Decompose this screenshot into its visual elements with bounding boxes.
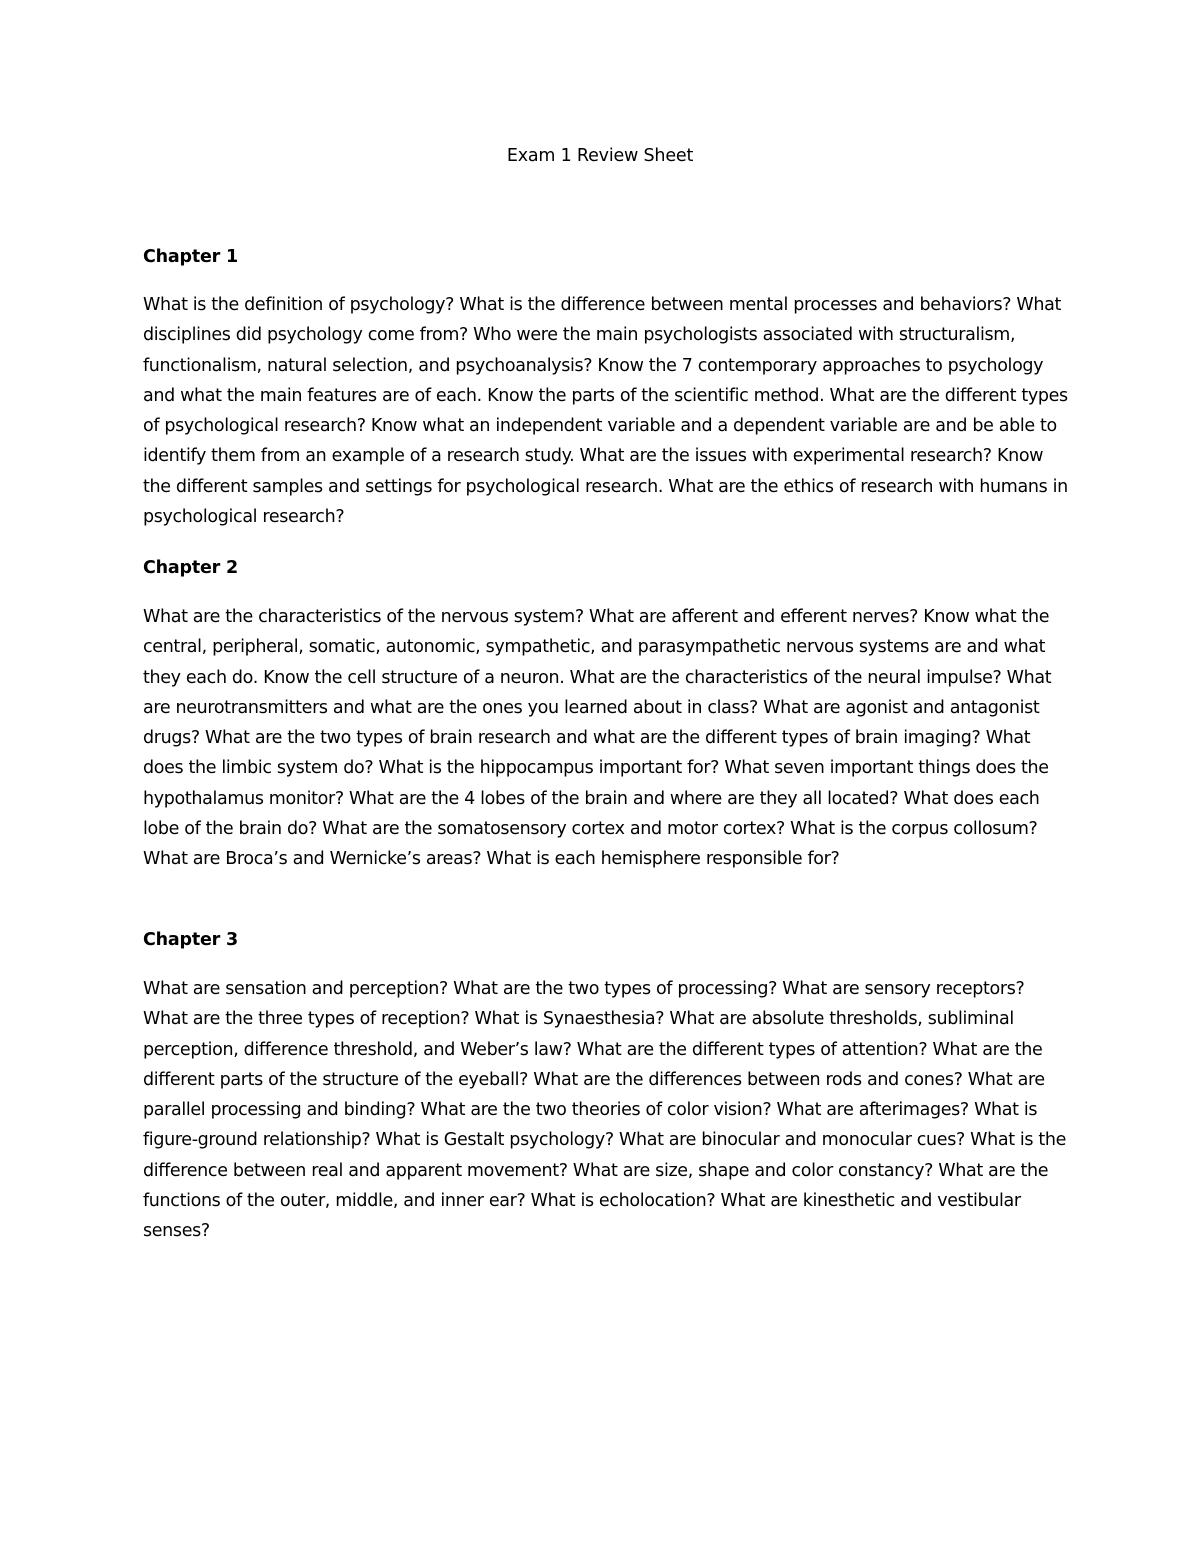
chapter-1-body: What is the definition of psychology? What is the difference between mental processes and behaviors? What disciplines did psychology come from? Who were the main psychologists associated with structuralism, functionalism, natural selection, and psychoanalysis? Know the 7 contemporary approaches to psychology and what the main features are of each. Know the parts of the scientific method. What are the different types of psychological research? Know what an independent variable and a dependent variable are and be able to identify them from an example of a research study. What are the issues with experimental research? Know the different samples and settings for psychological research. What are the ethics of research with humans in psychological research? <box>143 295 1068 528</box>
chapter-2-heading: Chapter 2 <box>143 558 238 578</box>
document-title: Exam 1 Review Sheet <box>506 146 694 166</box>
chapter-3-heading: Chapter 3 <box>143 930 238 950</box>
chapter-2-body: What are the characteristics of the nervous system? What are afferent and efferent nerves? Know what the central, peripheral, somatic, autonomic, sympathetic, and parasympathetic nervous systems are and what they each do. Know the cell structure of a neuron. What are the characteristics of the neural impulse? What are neurotransmitters and what are the ones you learned about in class? What are agonist and antagonist drugs? What are the two types of brain research and what are the different types of brain imaging? What does the limbic system do? What is the hippocampus important for? What seven important things does the hypothalamus monitor? What are the 4 lobes of the brain and where are they all located? What does each lobe of the brain do? What are the somatosensory cortex and motor cortex? What is the corpus collosum? What are Broca’s and Wernicke’s areas? What is each hemisphere responsible for? <box>143 607 1052 870</box>
chapter-1-heading: Chapter 1 <box>143 247 238 267</box>
chapter-3-body: What are sensation and perception? What are the two types of processing? What are sensory receptors? What are the three types of reception? What is Synaesthesia? What are absolute thresholds, subliminal perception, difference threshold, and Weber’s law? What are the different types of attention? What are the different parts of the structure of the eyeball? What are the differences between rods and cones? What are parallel processing and binding? What are the two theories of color vision? What are afterimages? What is figure-ground relationship? What is Gestalt psychology? What are binocular and monocular cues? What is the difference between real and apparent movement? What are size, shape and color constancy? What are the functions of the outer, middle, and inner ear? What is echolocation? What are kinesthetic and vestibular senses? <box>143 979 1067 1242</box>
